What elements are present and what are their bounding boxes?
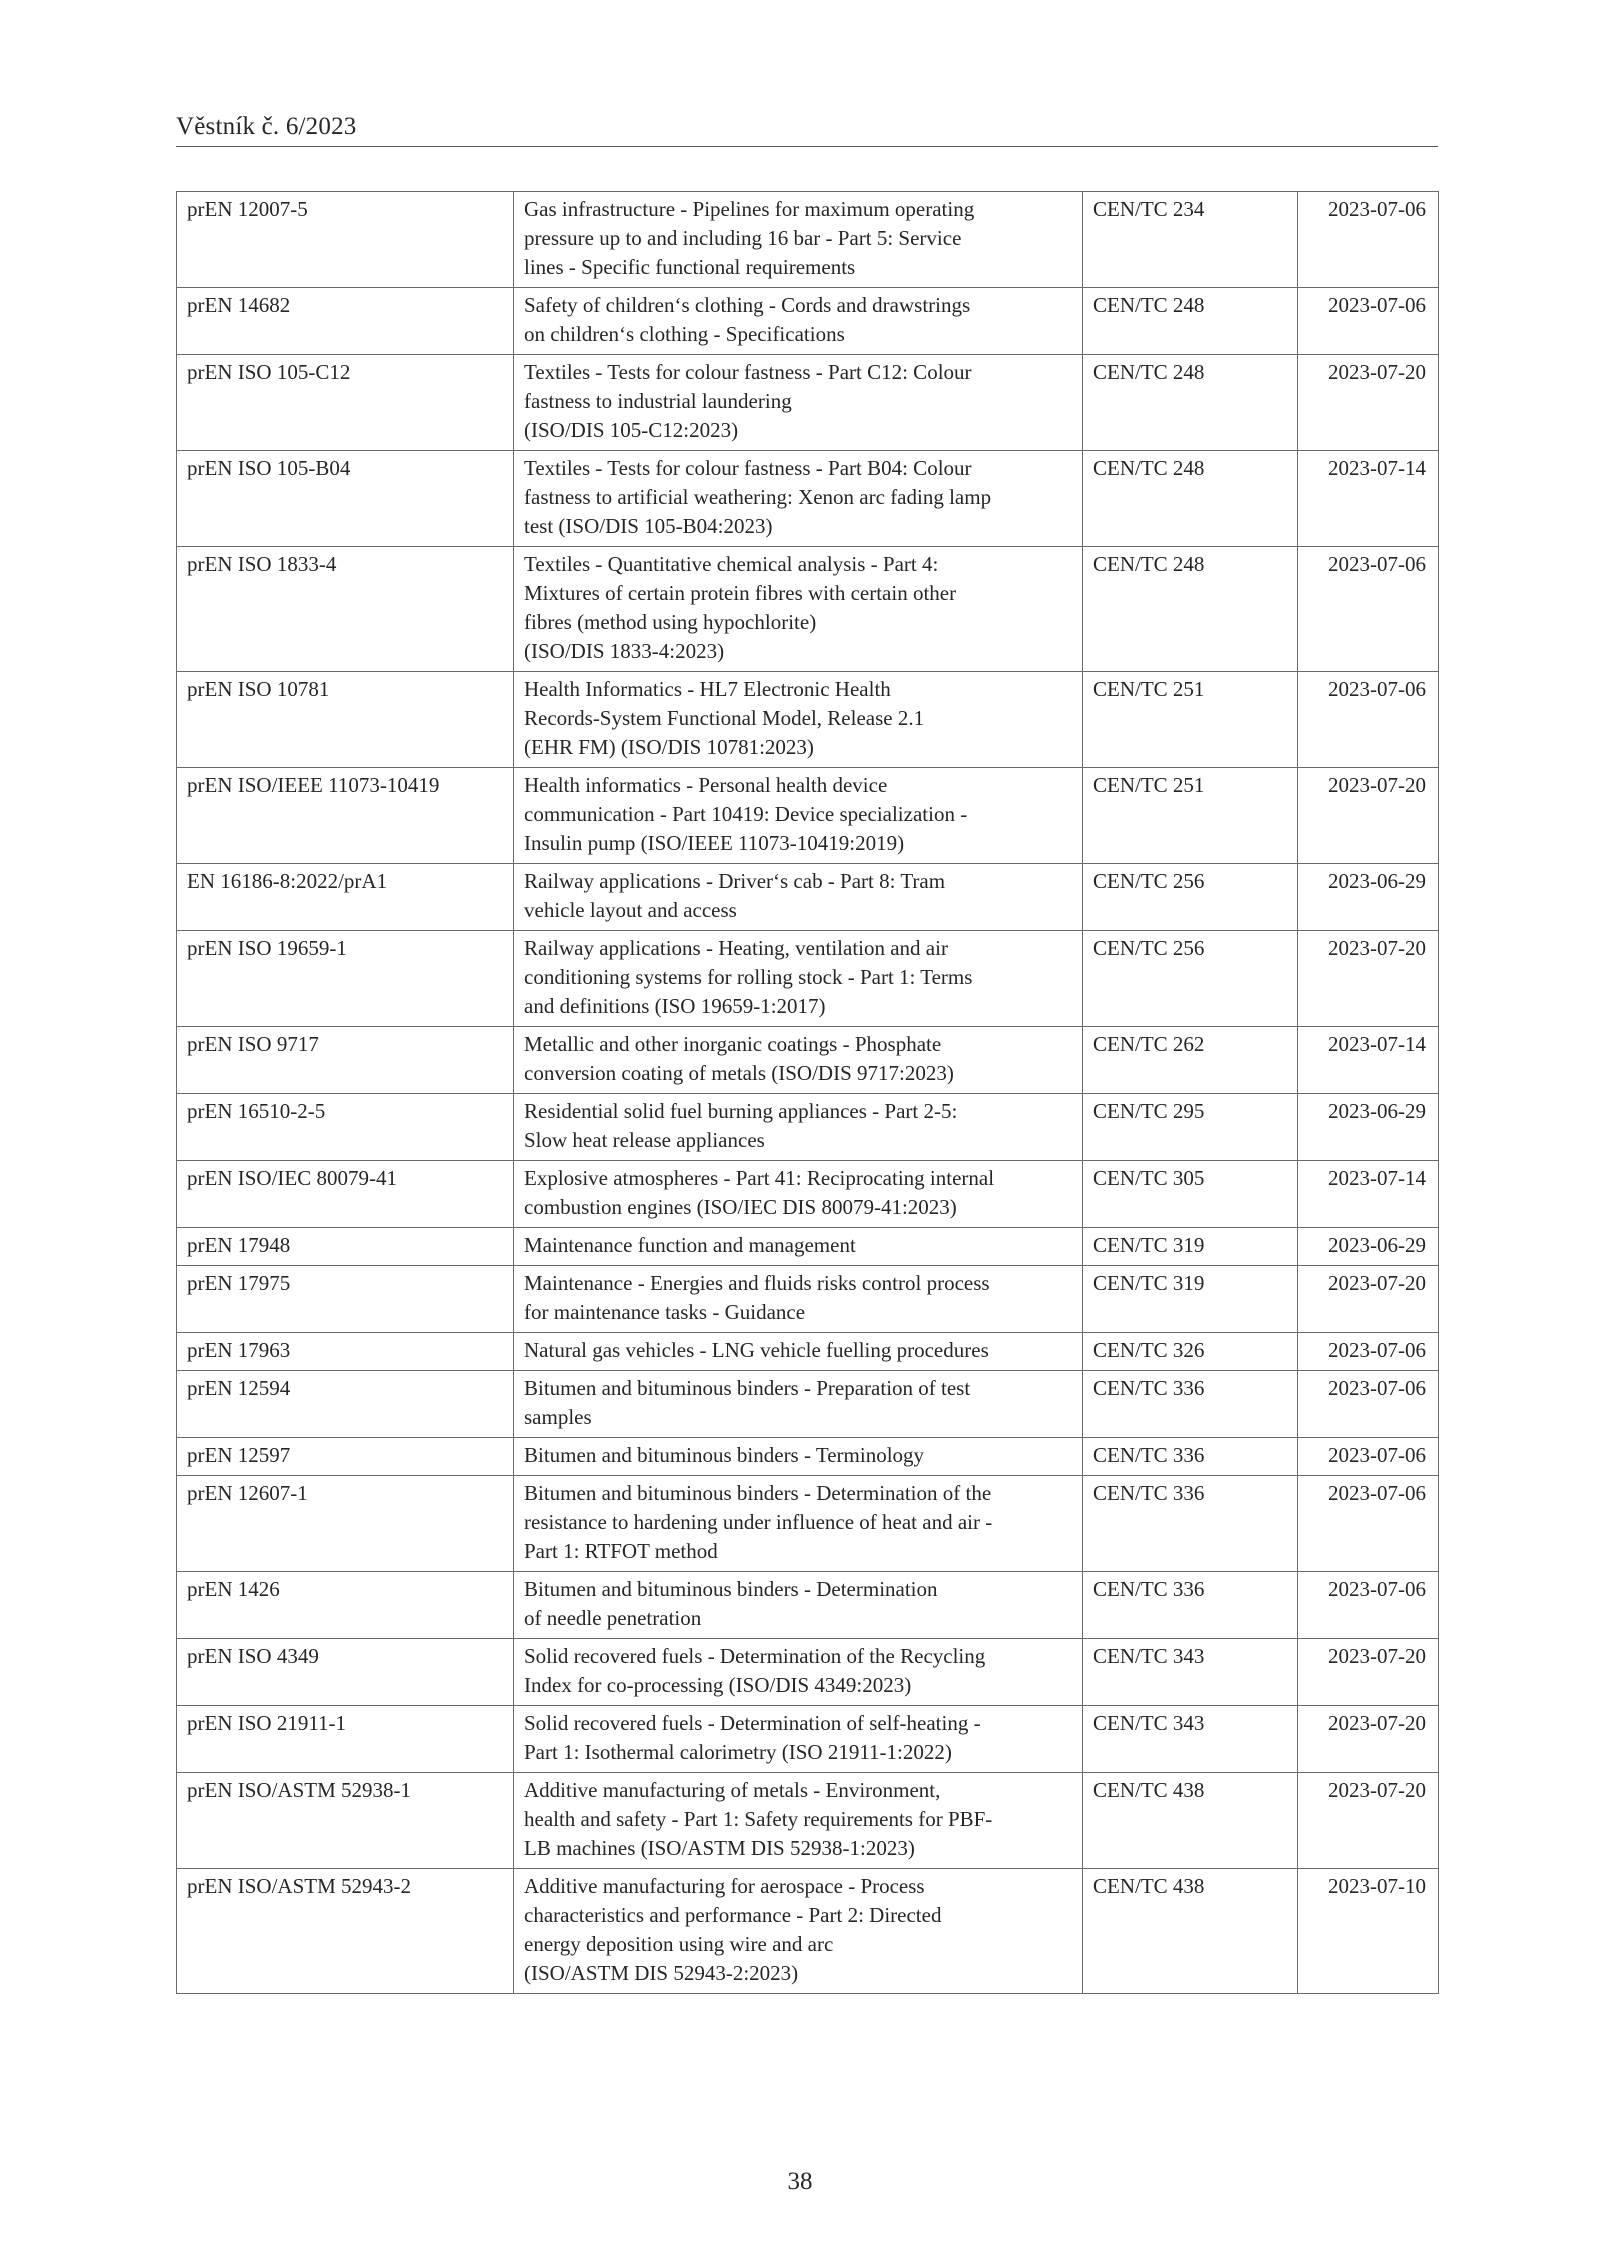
table-row xyxy=(177,192,1439,288)
table-row xyxy=(177,768,1439,864)
table-row xyxy=(177,1773,1439,1869)
standard-code-cell: prEN ISO/IEC 80079-41 xyxy=(177,1161,514,1228)
standard-title-line: characteristics and performance - Part 2: Directed xyxy=(524,1903,942,1927)
standard-title-cell xyxy=(514,1773,1083,1869)
standard-title-line: Textiles - Tests for colour fastness - Part B04: Colour xyxy=(524,456,972,480)
deadline-date-cell: 2023-07-06 xyxy=(1298,672,1439,768)
table-row xyxy=(177,672,1439,768)
table-row xyxy=(177,1161,1439,1228)
standard-title-line: Bitumen and bituminous binders - Determination xyxy=(524,1577,938,1601)
table-row xyxy=(177,1266,1439,1333)
committee-cell: CEN/TC 438 xyxy=(1083,1773,1298,1869)
standard-code-cell: prEN ISO/ASTM 52938-1 xyxy=(177,1773,514,1869)
committee-cell: CEN/TC 256 xyxy=(1083,931,1298,1027)
committee-cell: CEN/TC 295 xyxy=(1083,1094,1298,1161)
committee-cell: CEN/TC 248 xyxy=(1083,451,1298,547)
standard-code-cell: prEN 16510-2-5 xyxy=(177,1094,514,1161)
standard-title-cell xyxy=(514,1869,1083,1994)
committee-cell: CEN/TC 336 xyxy=(1083,1438,1298,1476)
standard-code-cell: prEN ISO 105-C12 xyxy=(177,355,514,451)
standard-title-line: Bitumen and bituminous binders - Preparation of test xyxy=(524,1376,971,1400)
standard-title-line: health and safety - Part 1: Safety requirements for PBF- xyxy=(524,1807,993,1831)
standard-title-line: (EHR FM) (ISO/DIS 10781:2023) xyxy=(524,735,814,759)
standard-title-cell xyxy=(514,451,1083,547)
committee-cell: CEN/TC 305 xyxy=(1083,1161,1298,1228)
committee-cell: CEN/TC 438 xyxy=(1083,1869,1298,1994)
standard-code-cell: prEN 14682 xyxy=(177,288,514,355)
standard-code-cell: prEN 17948 xyxy=(177,1228,514,1266)
standard-title-line: Index for co-processing (ISO/DIS 4349:2023) xyxy=(524,1673,912,1697)
table-row xyxy=(177,1438,1439,1476)
standard-title-cell xyxy=(514,768,1083,864)
standard-title-line: for maintenance tasks - Guidance xyxy=(524,1300,806,1324)
standard-title-line: vehicle layout and access xyxy=(524,898,737,922)
deadline-date-cell: 2023-07-20 xyxy=(1298,931,1439,1027)
standard-code-cell: prEN ISO 9717 xyxy=(177,1027,514,1094)
standard-title-cell xyxy=(514,288,1083,355)
standard-title-cell xyxy=(514,192,1083,288)
page-header xyxy=(176,112,1438,147)
deadline-date-cell: 2023-07-06 xyxy=(1298,288,1439,355)
committee-cell: CEN/TC 234 xyxy=(1083,192,1298,288)
committee-cell: CEN/TC 336 xyxy=(1083,1371,1298,1438)
standard-title-line: Solid recovered fuels - Determination of self-heating - xyxy=(524,1711,981,1735)
standard-title-line: Gas infrastructure - Pipelines for maximum operating xyxy=(524,197,975,221)
standard-title-line: LB machines (ISO/ASTM DIS 52938-1:2023) xyxy=(524,1836,915,1860)
standard-title-line: lines - Specific functional requirements xyxy=(524,255,856,279)
page-number: 38 xyxy=(787,2168,813,2195)
standard-code-cell: prEN ISO 21911-1 xyxy=(177,1706,514,1773)
deadline-date-cell: 2023-07-06 xyxy=(1298,1333,1439,1371)
committee-cell: CEN/TC 248 xyxy=(1083,288,1298,355)
standard-code-cell: prEN 1426 xyxy=(177,1572,514,1639)
standard-title-cell xyxy=(514,1371,1083,1438)
table-row xyxy=(177,931,1439,1027)
table-row xyxy=(177,1371,1439,1438)
table-row xyxy=(177,1333,1439,1371)
deadline-date-cell: 2023-07-20 xyxy=(1298,768,1439,864)
standard-title-line: Metallic and other inorganic coatings - Phosphate xyxy=(524,1032,942,1056)
committee-cell: CEN/TC 343 xyxy=(1083,1639,1298,1706)
standard-title-line: fastness to artificial weathering: Xenon arc fading lamp xyxy=(524,485,992,509)
standard-title-cell xyxy=(514,1266,1083,1333)
committee-cell: CEN/TC 256 xyxy=(1083,864,1298,931)
standards-table xyxy=(176,191,1439,1994)
standard-title-line: Health informatics - Personal health device xyxy=(524,773,888,797)
standard-title-line: Part 1: Isothermal calorimetry (ISO 21911-1:2022) xyxy=(524,1740,952,1764)
standard-title-cell xyxy=(514,1094,1083,1161)
standard-title-cell xyxy=(514,1572,1083,1639)
standard-title-cell xyxy=(514,672,1083,768)
standard-code-cell: prEN 12607-1 xyxy=(177,1476,514,1572)
standard-title-line: combustion engines (ISO/IEC DIS 80079-41:2023) xyxy=(524,1195,957,1219)
standard-title-line: Part 1: RTFOT method xyxy=(524,1539,718,1563)
bulletin-title: Věstník č. 6/2023 xyxy=(176,113,357,140)
standard-title-line: Natural gas vehicles - LNG vehicle fuelling procedures xyxy=(524,1338,989,1362)
standard-code-cell: prEN ISO 1833-4 xyxy=(177,547,514,672)
standard-code-cell: prEN 12594 xyxy=(177,1371,514,1438)
deadline-date-cell: 2023-07-14 xyxy=(1298,1161,1439,1228)
standard-code-cell: prEN 17975 xyxy=(177,1266,514,1333)
standard-code-cell: prEN 12007-5 xyxy=(177,192,514,288)
standard-title-cell xyxy=(514,1639,1083,1706)
table-row xyxy=(177,1572,1439,1639)
standard-title-line: (ISO/DIS 105-C12:2023) xyxy=(524,418,739,442)
standard-code-cell: prEN ISO 105-B04 xyxy=(177,451,514,547)
standard-title-line: Slow heat release appliances xyxy=(524,1128,765,1152)
standard-title-cell xyxy=(514,355,1083,451)
standard-title-line: Additive manufacturing of metals - Environment, xyxy=(524,1778,941,1802)
committee-cell: CEN/TC 319 xyxy=(1083,1266,1298,1333)
table-row xyxy=(177,1476,1439,1572)
table-row xyxy=(177,1228,1439,1266)
table-row xyxy=(177,864,1439,931)
standard-title-line: energy deposition using wire and arc xyxy=(524,1932,834,1956)
standard-code-cell: prEN 12597 xyxy=(177,1438,514,1476)
standard-title-line: Railway applications - Heating, ventilation and air xyxy=(524,936,948,960)
standards-table-body xyxy=(177,192,1439,1994)
standard-title-line: and definitions (ISO 19659-1:2017) xyxy=(524,994,826,1018)
standard-title-line: Textiles - Tests for colour fastness - Part C12: Colour xyxy=(524,360,972,384)
deadline-date-cell: 2023-07-14 xyxy=(1298,451,1439,547)
standard-title-line: (ISO/DIS 1833-4:2023) xyxy=(524,639,725,663)
table-row xyxy=(177,547,1439,672)
standard-title-line: Railway applications - Driver‘s cab - Part 8: Tram xyxy=(524,869,946,893)
table-row xyxy=(177,1094,1439,1161)
standard-title-line: of needle penetration xyxy=(524,1606,702,1630)
table-row xyxy=(177,288,1439,355)
standard-title-line: Insulin pump (ISO/IEEE 11073-10419:2019) xyxy=(524,831,905,855)
table-row xyxy=(177,1869,1439,1994)
table-row xyxy=(177,1706,1439,1773)
table-row xyxy=(177,355,1439,451)
standard-title-line: Maintenance function and management xyxy=(524,1233,856,1257)
deadline-date-cell: 2023-07-06 xyxy=(1298,1476,1439,1572)
committee-cell: CEN/TC 336 xyxy=(1083,1572,1298,1639)
standard-title-cell xyxy=(514,1476,1083,1572)
standard-title-line: on children‘s clothing - Specifications xyxy=(524,322,845,346)
standard-title-line: fibres (method using hypochlorite) xyxy=(524,610,817,634)
deadline-date-cell: 2023-07-06 xyxy=(1298,192,1439,288)
standard-code-cell: prEN ISO/ASTM 52943-2 xyxy=(177,1869,514,1994)
standard-title-line: Solid recovered fuels - Determination of the Recycling xyxy=(524,1644,986,1668)
deadline-date-cell: 2023-07-20 xyxy=(1298,1706,1439,1773)
deadline-date-cell: 2023-07-20 xyxy=(1298,1266,1439,1333)
committee-cell: CEN/TC 248 xyxy=(1083,547,1298,672)
standard-title-line: communication - Part 10419: Device specialization - xyxy=(524,802,968,826)
standard-title-line: conversion coating of metals (ISO/DIS 9717:2023) xyxy=(524,1061,954,1085)
deadline-date-cell: 2023-06-29 xyxy=(1298,864,1439,931)
standard-title-line: Health Informatics - HL7 Electronic Health xyxy=(524,677,891,701)
standard-title-line: Maintenance - Energies and fluids risks control process xyxy=(524,1271,990,1295)
standard-title-line: conditioning systems for rolling stock - Part 1: Terms xyxy=(524,965,973,989)
standard-code-cell: prEN ISO 4349 xyxy=(177,1639,514,1706)
table-row xyxy=(177,451,1439,547)
standard-code-cell: prEN ISO 10781 xyxy=(177,672,514,768)
committee-cell: CEN/TC 262 xyxy=(1083,1027,1298,1094)
committee-cell: CEN/TC 336 xyxy=(1083,1476,1298,1572)
standard-title-line: Bitumen and bituminous binders - Terminology xyxy=(524,1443,925,1467)
standard-title-line: Mixtures of certain protein fibres with certain other xyxy=(524,581,957,605)
standard-title-cell xyxy=(514,1161,1083,1228)
standard-title-line: Explosive atmospheres - Part 41: Reciprocating internal xyxy=(524,1166,995,1190)
standard-code-cell: EN 16186-8:2022/prA1 xyxy=(177,864,514,931)
standard-title-cell xyxy=(514,1027,1083,1094)
standard-title-line: Records-System Functional Model, Release 2.1 xyxy=(524,706,925,730)
standard-title-line: Residential solid fuel burning appliances - Part 2-5: xyxy=(524,1099,958,1123)
deadline-date-cell: 2023-07-20 xyxy=(1298,1773,1439,1869)
standard-title-line: fastness to industrial laundering xyxy=(524,389,792,413)
deadline-date-cell: 2023-07-20 xyxy=(1298,1639,1439,1706)
committee-cell: CEN/TC 326 xyxy=(1083,1333,1298,1371)
deadline-date-cell: 2023-07-14 xyxy=(1298,1027,1439,1094)
deadline-date-cell: 2023-07-06 xyxy=(1298,1438,1439,1476)
standard-title-line: Bitumen and bituminous binders - Determination of the xyxy=(524,1481,992,1505)
table-row xyxy=(177,1639,1439,1706)
standard-code-cell: prEN ISO 19659-1 xyxy=(177,931,514,1027)
table-row xyxy=(177,1027,1439,1094)
standard-title-line: resistance to hardening under influence of heat and air - xyxy=(524,1510,993,1534)
standard-title-cell xyxy=(514,547,1083,672)
standard-title-line: Additive manufacturing for aerospace - Process xyxy=(524,1874,925,1898)
standard-title-line: samples xyxy=(524,1405,592,1429)
deadline-date-cell: 2023-07-10 xyxy=(1298,1869,1439,1994)
standard-title-line: Textiles - Quantitative chemical analysis - Part 4: xyxy=(524,552,939,576)
deadline-date-cell: 2023-07-20 xyxy=(1298,355,1439,451)
standard-title-line: test (ISO/DIS 105-B04:2023) xyxy=(524,514,773,538)
committee-cell: CEN/TC 251 xyxy=(1083,672,1298,768)
standard-title-cell xyxy=(514,931,1083,1027)
committee-cell: CEN/TC 343 xyxy=(1083,1706,1298,1773)
standard-title-line: (ISO/ASTM DIS 52943-2:2023) xyxy=(524,1961,799,1985)
deadline-date-cell: 2023-06-29 xyxy=(1298,1228,1439,1266)
deadline-date-cell: 2023-07-06 xyxy=(1298,1371,1439,1438)
standard-title-cell xyxy=(514,1228,1083,1266)
standard-title-cell xyxy=(514,1333,1083,1371)
deadline-date-cell: 2023-07-06 xyxy=(1298,1572,1439,1639)
standard-title-cell xyxy=(514,864,1083,931)
deadline-date-cell: 2023-07-06 xyxy=(1298,547,1439,672)
standard-title-line: pressure up to and including 16 bar - Part 5: Service xyxy=(524,226,962,250)
committee-cell: CEN/TC 251 xyxy=(1083,768,1298,864)
deadline-date-cell: 2023-06-29 xyxy=(1298,1094,1439,1161)
standard-code-cell: prEN ISO/IEEE 11073-10419 xyxy=(177,768,514,864)
standard-code-cell: prEN 17963 xyxy=(177,1333,514,1371)
standard-title-cell xyxy=(514,1706,1083,1773)
standard-title-line: Safety of children‘s clothing - Cords and drawstrings xyxy=(524,293,971,317)
committee-cell: CEN/TC 319 xyxy=(1083,1228,1298,1266)
standard-title-cell xyxy=(514,1438,1083,1476)
committee-cell: CEN/TC 248 xyxy=(1083,355,1298,451)
